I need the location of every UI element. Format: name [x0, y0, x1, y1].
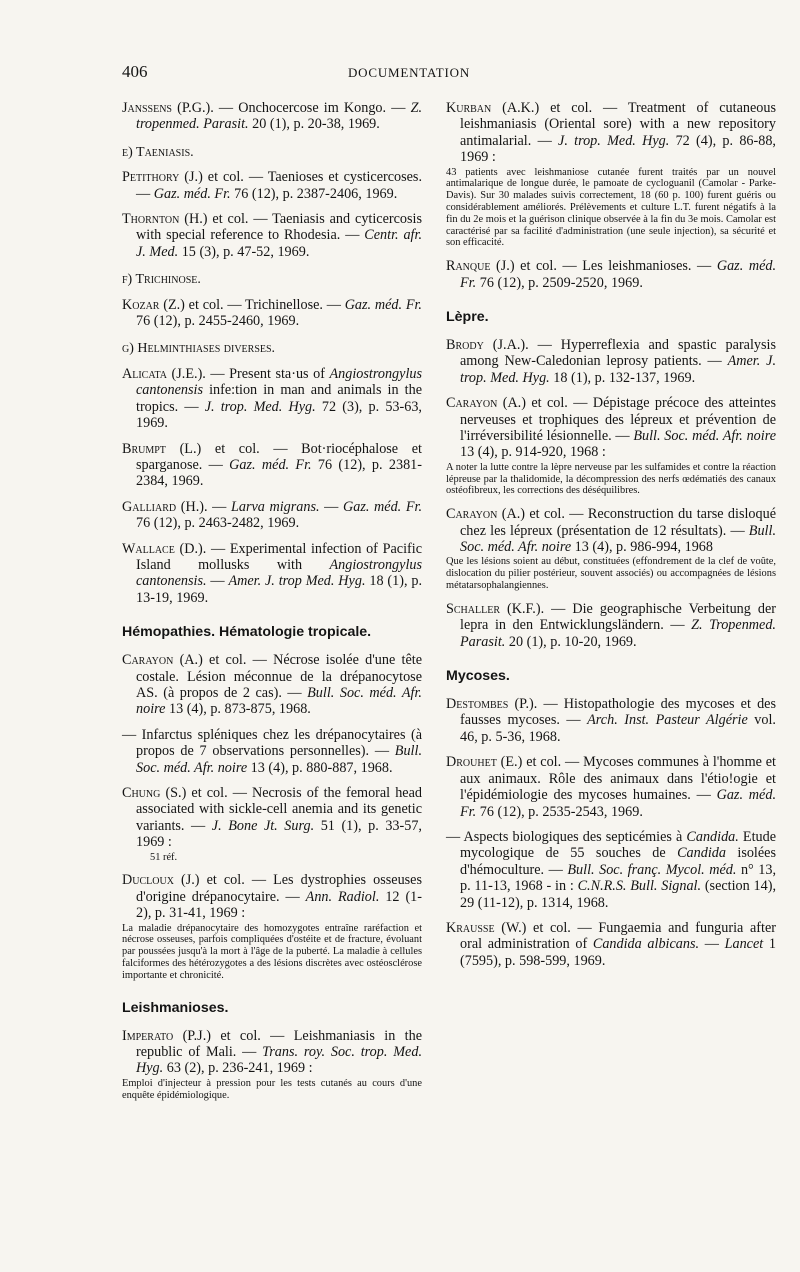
citation-entry: Wallace (D.). — Experimental infection of Pacific Island mollusks with Angiostrongylus cantonensis. — Amer. J. trop Med. Hyg. 18 (1), p. 13-19, 1969. [122, 540, 422, 606]
citation-entry: Imperato (P.J.) et col. — Leishmaniasis in the republic of Mali. — Trans. roy. Soc. trop. Med. Hyg. 63 (2), p. 236-241, 1969 : [122, 1027, 422, 1077]
citation-entry: — Infarctus spléniques chez les drépanocytaires (à propos de 7 observations personnelles). — Bull. Soc. méd. Afr. noire 13 (4), p. 880-887, 1968. [122, 726, 422, 776]
citation-entry: Alicata (J.E.). — Present sta·us of Angiostrongylus cantonensis infe:tion in man and animals in the tropics. — J. trop. Med. Hyg. 72 (3), p. 53-63, 1969. [122, 365, 422, 432]
running-title: DOCUMENTATION [347, 65, 471, 80]
citation-entry: Krausse (W.) et col. — Fungaemia and funguria after oral administration of Candida albicans. — Lancet 1 (7595), p. 598-599, 1969. [446, 919, 777, 969]
left-column [122, 100, 422, 1101]
abstract-note: La maladie drépanocytaire des homozygotes entraîne raréfaction et nécrose osseuses, parfois compliquées d'ostéite et de fracture, évoluant par poussées jusqu'à la mort à l'âge de la puberté. La maladie à cellules falciformes des hétérozygotes a des lésions discrètes avec ostéosclérose importante et chronicité. [122, 922, 422, 981]
section-heading: Hémopathies. Hématologie tropicale. [122, 624, 372, 641]
subsection-heading: g) Helminthiases diverses. [122, 341, 276, 357]
abstract-note: A noter la lutte contre la lèpre nerveuse par les sulfamides et contre la réaction lépreuse par la thalidomide, la décompression des nerfs œdématiés des canaux ostéofibreux, les corrections des déséquilibres. [446, 461, 776, 497]
citation-entry: Galliard (H.). — Larva migrans. — Gaz. méd. Fr. 76 (12), p. 2463-2482, 1969. [122, 498, 422, 532]
abstract-note: 51 réf. [150, 851, 178, 863]
citation-entry: Drouhet (E.) et col. — Mycoses communes à l'homme et aux animaux. Rôle des animaux dans l'étio!ogie et l'épidémiologie des mycoses humaines. — Gaz. méd. Fr. 76 (12), p. 2535-2543, 1969. [446, 754, 776, 820]
subsection-heading: e) Taeniasis. [122, 144, 194, 160]
section-heading: Lèpre. [446, 309, 489, 326]
citation-entry: Petithory (J.) et col. — Taenioses et cysticercoses. — Gaz. méd. Fr. 76 (12), p. 2387-2406, 1969. [122, 169, 422, 202]
citation-entry: Brody (J.A.). — Hyperreflexia and spastic paralysis among New-Caledonian leprosy patients. — Amer. J. trop. Med. Hyg. 18 (1), p. 132-137, 1969. [446, 337, 776, 386]
citation-entry: Brumpt (L.) et col. — Bot·riocéphalose et sparganose. — Gaz. méd. Fr. 76 (12), p. 2381-2384, 1969. [122, 440, 422, 490]
citation-entry: — Aspects biologiques des septicémies à Candida. Etude mycologique de 55 souches de Candida isolées d'hémoculture. — Bull. Soc. franç. Mycol. méd. n° 13, p. 11-13, 1968 - in : C.N.R.S. Bull. Signal. (section 14), 29 (11-12), p. 1314, 1968. [446, 828, 776, 911]
citation-entry: Chung (S.) et col. — Necrosis of the femoral head associated with sickle-cell anemia and its genetic variants. — J. Bone Jt. Surg. 51 (1), p. 33-57, 1969 : 51 réf. [122, 785, 422, 863]
page-header [122, 62, 696, 86]
abstract-note: 43 patients avec leishmaniose cutanée furent traités par un nouvel antimalarique de longue durée, le pamoate de cycloguanil (Camolar - Parke-Davis). Sur 30 malades suivis correctement, 18 (60 p. 100) furent guéris ou considérablement améliorés. Prélèvements et culture L.T. furent négatifs à la fin du 2e mois et la guérison clinique observée à la fin du 3e mois. Camolar est caractérisé par sa facilité d'administration (une seule injection), sa sécurité et son efficacité. [446, 166, 776, 249]
citation-entry: Destombes (P.). — Histopathologie des mycoses et des fausses mycoses. — Arch. Inst. Pasteur Algérie vol. 46, p. 5-36, 1968. [446, 696, 776, 745]
citation-entry: Ranque (J.) et col. — Les leishmanioses. — Gaz. méd. Fr. 76 (12), p. 2509-2520, 1969. [446, 258, 777, 291]
section-heading: Leishmanioses. [122, 999, 229, 1016]
abstract-note: Emploi d'injecteur à pression pour les tests cutanés au cours d'une enquête épidémiologique. [122, 1077, 422, 1101]
citation-entry: Carayon (A.) et col. — Reconstruction du tarse disloqué chez les lépreux (présentation de 12 résultats). — Bull. Soc. méd. Afr. noire 13 (4), p. 986-994, 1968 [446, 506, 776, 556]
abstract-note: Que les lésions soient au début, constituées (effondrement de la clef de voûte, dislocation du pilier postérieur, souvent associés) ou accompagnées de lésions métatarsophalangiennes. [446, 556, 776, 592]
citation-entry: Kozar (Z.) et col. — Trichinellose. — Gaz. méd. Fr. 76 (12), p. 2455-2460, 1969. [122, 296, 422, 330]
right-column [446, 100, 776, 978]
citation-entry: Kurban (A.K.) et col. — Treatment of cutaneous leishmaniasis (Oriental sore) with a new repository antimalarial. — J. trop. Med. Hyg. 72 (4), p. 86-88, 1969 : [446, 100, 776, 166]
citation-entry: Schaller (K.F.). — Die geographische Verbeitung der lepra in den Entwicklungsländern. — Z. Tropenmed. Parasit. 20 (1), p. 10-20, 1969. [446, 600, 776, 650]
citation-entry: Janssens (P.G.). — Onchocercose im Kongo. — Z. tropenmed. Parasit. 20 (1), p. 20-38, 1969. [122, 100, 422, 133]
citation-entry: Carayon (A.) et col. — Nécrose isolée d'une tête costale. Lésion méconnue de la drépanocytose AS. (à propos de 2 cas). — Bull. Soc. méd. Afr. noire 13 (4), p. 873-875, 1968. [122, 652, 422, 718]
subsection-heading: f) Trichinose. [122, 272, 201, 288]
section-heading: Mycoses. [446, 668, 510, 685]
page-number: 406 [122, 62, 148, 81]
citation-entry: Ducloux (J.) et col. — Les dystrophies osseuses d'origine drépanocytaire. — Ann. Radiol. 12 (1-2), p. 31-41, 1969 : [122, 872, 422, 922]
citation-entry: Carayon (A.) et col. — Dépistage précoce des atteintes nerveuses et trophiques des lépreux et prévention de l'irréversibilité lésionnelle. — Bull. Soc. méd. Afr. noire 13 (4), p. 914-920, 1968 : [446, 395, 777, 461]
citation-entry: Thornton (H.) et col. — Taeniasis and cyticercosis with special reference to Rhodesia. — Centr. afr. J. Med. 15 (3), p. 47-52, 1969. [122, 211, 422, 260]
